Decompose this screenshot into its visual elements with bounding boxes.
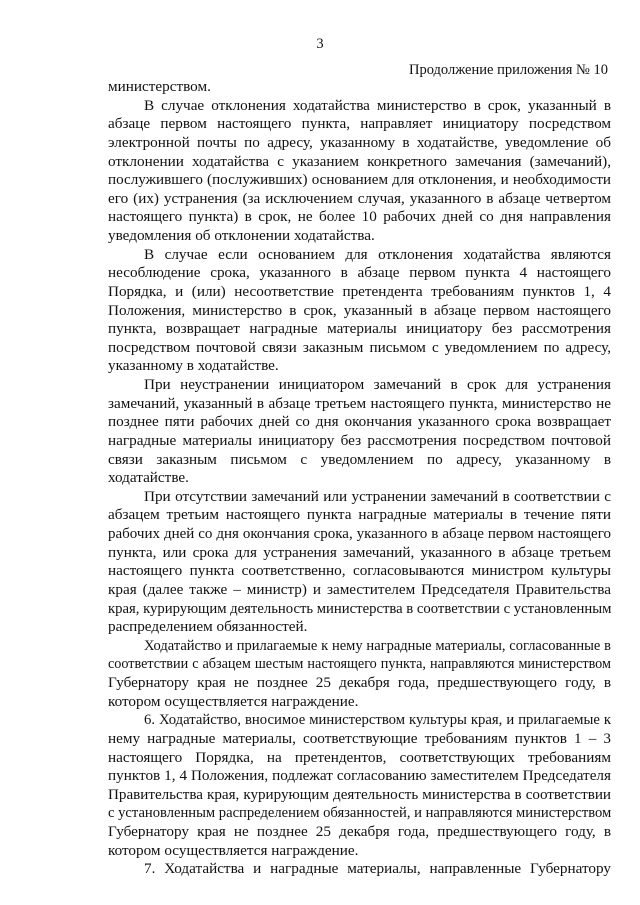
text-line: пункта, или срока для устранения замечаний, указанного в абзаце третьем (108, 543, 611, 561)
text-line: пунктов 1, 4 Положения, подлежат согласованию заместителем Председателя (108, 767, 611, 785)
text-line: абзацем третьим настоящего пункта наградные материалы в течение пяти (108, 506, 611, 524)
paragraph-start-line: Ходатайство и прилагаемые к нему наградные материалы, согласованные в (144, 637, 611, 654)
text-line: пункта, возвращает наградные материалы инициатору без рассмотрения (108, 320, 611, 338)
text-line: послужившего (послуживших) основанием для отклонения, и необходимости (108, 172, 611, 189)
text-line: Правительства края, курирующим деятельность министерства в соответствии (108, 786, 611, 803)
page-number: 3 (316, 36, 324, 52)
text-line: котором осуществляется награждение. (108, 692, 359, 710)
text-line: указанному в ходатайстве. (108, 357, 279, 375)
text-line: с установленным распределением обязанностей, и направляются министерством (108, 805, 612, 822)
text-line: министерством. (108, 78, 211, 95)
paragraph-start-line: В случае отклонения ходатайства министерство в срок, указанный в (144, 96, 611, 114)
text-line: позднее пяти рабочих дней со дня окончания указанного срока возвращает (108, 413, 611, 431)
text-line: посредством почтовой связи заказным письмом с уведомлением по адресу, (108, 338, 611, 356)
text-line: несоблюдение срока, указанного в абзаце первом пункта 4 настоящего (108, 264, 611, 282)
text-line: связи заказным письмом с уведомлением по адресу, указанному в (108, 450, 611, 468)
text-line: наградные материалы инициатору без рассмотрения посредством почтовой (108, 431, 611, 449)
text-line: края, курирующим деятельность министерства в соответствии с установленным (108, 600, 612, 617)
text-line: настоящего Порядка, на претендентов, соответствующих требованиям (108, 748, 611, 766)
text-line: соответствии с абзацем шестым настоящего пункта, направляются министерством (108, 656, 611, 673)
paragraph-start-line: При отсутствии замечаний или устранении замечаний в соответствии с (144, 487, 611, 505)
appendix-continuation-label: Продолжение приложения № 10 (409, 62, 608, 78)
text-line: ходатайстве. (108, 469, 189, 487)
paragraph-start-line: В случае если основанием для отклонения ходатайства являются (144, 245, 611, 263)
text-line: его (их) устранения (за исключением случая, указанного в абзаце четвертом (108, 189, 611, 207)
text-line: уведомления об отклонении ходатайства. (108, 227, 375, 244)
text-line: котором осуществляется награждение. (108, 841, 359, 859)
text-line: отклонении ходатайства с указанием конкретного замечания (замечаний), (108, 152, 611, 170)
document-body (108, 78, 611, 879)
text-line: края (далее также – министр) и заместителем Председателя Правительства (108, 580, 611, 598)
text-line: замечаний, указанный в абзаце третьем настоящего пункта, министерство не (108, 394, 611, 412)
text-line: настоящего пункта соответственно, согласовываются министром культуры (108, 562, 611, 580)
text-line: настоящего пункта) в срок, не более 10 рабочих дней со дня направления (108, 208, 611, 226)
text-line: Положения, министерство в срок, указанный в абзаце первом настоящего (108, 301, 611, 319)
text-line: Порядка, и (или) несоответствие претендента требованиям пунктов 1, 4 (108, 282, 611, 300)
paragraph-start-line: 7. Ходатайства и наградные материалы, направленные Губернатору (144, 860, 611, 878)
paragraph-start-line: 6. Ходатайство, вносимое министерством культуры края, и прилагаемые к (144, 712, 611, 729)
text-line: Губернатору края не позднее 25 декабря года, предшествующего году, в (108, 674, 611, 691)
text-line: распределением обязанностей. (108, 618, 308, 636)
text-line: Губернатору края не позднее 25 декабря года, предшествующего году, в (108, 823, 611, 840)
text-line: электронной почты по адресу, указанному в ходатайстве, уведомление об (108, 133, 611, 151)
text-line: рабочих дней со дня окончания срока, указанного в абзаце первом настоящего (108, 526, 611, 542)
text-line: абзаце первом настоящего пункта, направляет инициатору посредством (108, 115, 611, 133)
paragraph-start-line: При неустранении инициатором замечаний в срок для устранения (144, 376, 611, 393)
text-line: нему наградные материалы, соответствующие требованиям пунктов 1 – 3 (108, 729, 611, 747)
